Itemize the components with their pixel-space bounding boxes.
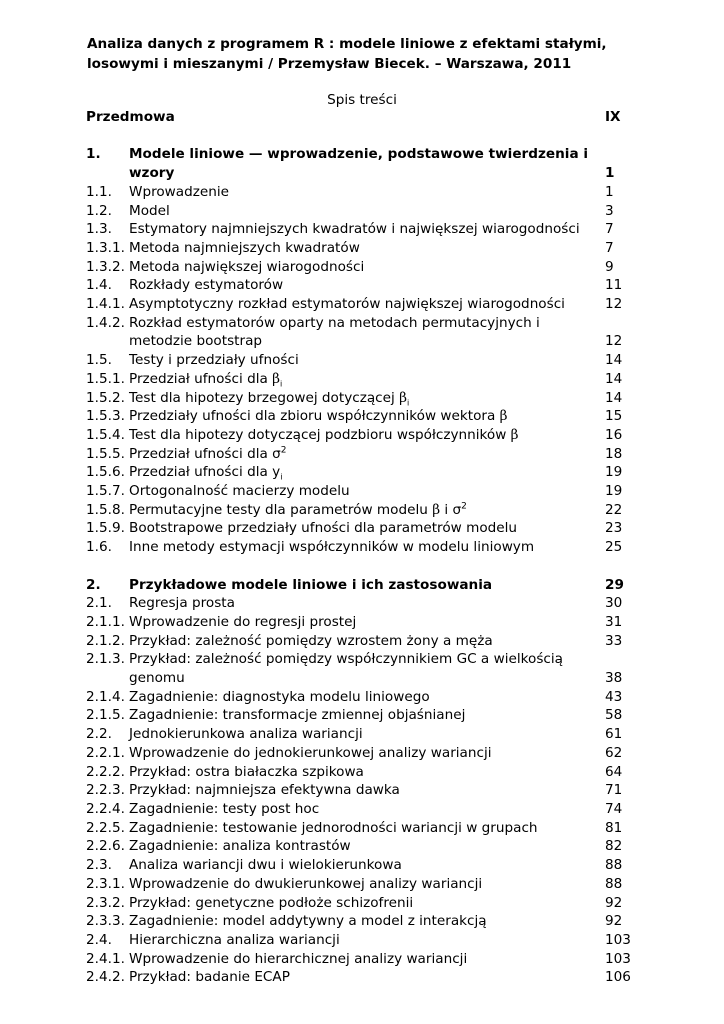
toc-entry-number: 1.5.8. [86,501,125,518]
toc-entry-number: 2.2.6. [86,838,125,855]
toc-entry-title-text: Ortogonalność macierzy modelu [129,483,350,500]
toc-entry-title-text: Przykład: ostra białaczka szpikowa [129,763,364,780]
toc-entry [86,894,636,913]
toc-entry-page: 64 [605,763,623,780]
toc-entry-title-text: Estymatory najmniejszych kwadratów i największej wiarogodności [129,221,580,238]
toc-entry-title [129,519,605,538]
toc-entry [86,463,636,482]
toc-entry [86,258,636,277]
toc-entry-title-text: Przedziały ufności dla zbioru współczynników wektora [129,408,500,425]
toc-entry-title-text: Rozkłady estymatorów [129,277,284,294]
toc-entry-title [129,931,605,950]
toc-entry-page: IX [605,109,621,125]
toc-entry [86,950,636,969]
toc-entry-title [129,875,605,894]
toc-entry-title-text: Przedział ufności dla σ [129,445,281,462]
toc-entry-number: 1.5. [86,352,112,369]
toc-entry-title [129,894,605,913]
subscript: i [280,379,283,389]
toc-entry-title [129,426,605,445]
toc-entry-title [129,482,605,501]
toc-entry-number: 1.3.1. [86,239,125,256]
toc-entry-number: 2.2.2. [86,763,125,780]
toc-entry [86,314,636,351]
toc-entry-title [129,650,605,687]
toc-entry-page: 61 [605,726,623,743]
toc-entry [86,276,636,295]
toc-entry [86,519,636,538]
toc-entry [86,912,636,931]
toc-entry [86,856,636,875]
toc-entry-title [129,314,605,351]
toc-entry-page: 15 [605,408,623,425]
toc-entry-page: 103 [605,950,631,967]
toc-entry-title [129,239,605,258]
toc-entry-number: 1.5.5. [86,445,125,462]
toc-entry-page: 12 [605,333,623,350]
toc-entry-title [129,856,605,875]
beta-symbol: β [499,408,508,425]
toc-entry-title-text: Regresja prosta [129,595,235,612]
toc-entry [86,725,636,744]
toc-entry-page: 71 [605,782,623,799]
toc-entry-page: 11 [605,277,623,294]
toc-entry [86,426,636,445]
toc-entry [86,613,636,632]
toc-entry-page: 88 [605,857,623,874]
toc-entry-title [129,370,605,389]
toc-entry [86,650,636,687]
toc-entry-title [129,763,605,782]
toc-entry-page: 58 [605,707,623,724]
toc-entry-title [129,445,605,464]
toc-entry-title-text: Model [129,202,170,219]
toc-entry-page: 22 [605,501,623,518]
toc-entry-title [129,501,605,520]
toc-entry-number: 1.5.2. [86,389,125,406]
toc-entry-title [129,276,605,295]
toc-entry-page: 3 [605,202,614,219]
toc-entry-title-text: Zagadnienie: diagnostyka modelu liniowego [129,688,430,705]
toc-entry-title-text: Permutacyjne testy dla parametrów modelu [129,501,433,518]
toc-entry-page: 16 [605,426,623,443]
toc-entry-title-text: Zagadnienie: testowanie jednorodności wariancji w grupach [129,819,538,836]
toc-entry-number: 1.3.2. [86,258,125,275]
toc-entry-title [129,351,605,370]
toc-entry-title-text: Wprowadzenie do dwukierunkowej analizy wariancji [129,875,483,892]
toc-entry-title-text: Inne metody estymacji współczynników w modelu liniowym [129,539,535,556]
toc-entry-preface [86,108,636,127]
toc-entry-number: 2.2.4. [86,800,125,817]
toc-entry-title [129,912,605,931]
toc-entry-page: 106 [605,969,631,986]
toc-chapter-1-items [86,183,636,557]
toc-entry-title-text: Rozkład estymatorów oparty na metodach permutacyjnych i metodzie bootstrap [129,314,540,350]
toc-entry-number: 1.6. [86,539,112,556]
toc-entry [86,800,636,819]
toc-entry-title [129,258,605,277]
toc-entry-page: 14 [605,370,623,387]
toc-entry-number: 2.3.2. [86,894,125,911]
toc-entry-title-text: Wprowadzenie do regresji prostej [129,613,357,630]
toc-entry-number: 2.3. [86,857,112,874]
toc-entry-page: 33 [605,632,623,649]
toc-entry-title-tail: i σ [440,501,462,518]
beta-symbol: β [399,389,407,406]
toc-entry [86,538,636,557]
toc-entry-title [129,407,605,426]
toc-entry-number: 1. [86,146,101,163]
toc-entry-title-text: Metoda najmniejszych kwadratów [129,239,360,256]
toc-entry-number: 2.4.1. [86,950,125,967]
toc-entry-page: 82 [605,838,623,855]
toc-entry [86,239,636,258]
toc-entry-title [129,744,605,763]
toc-entry [86,183,636,202]
toc-entry-title-text: Testy i przedziały ufności [129,352,299,369]
beta-symbol: β [272,370,281,387]
toc-entry-title-text: Jednokierunkowa analiza wariancji [129,726,363,743]
toc-entry-page: 103 [605,931,631,948]
toc-entry-number: 2.2.3. [86,782,125,799]
toc-entry-title-text: Asymptotyczny rozkład estymatorów największej wiarogodności [129,296,565,313]
superscript: 2 [461,501,467,512]
toc-entry-title [129,800,605,819]
toc-entry-title-text: Analiza wariancji dwu i wielokierunkowa [129,857,402,874]
toc-entry [86,706,636,725]
toc-entry [86,632,636,651]
toc-entry [86,407,636,426]
toc-entry-number: 1.5.4. [86,426,125,443]
toc-entry-page: 31 [605,613,623,630]
toc-entry-title [129,295,605,314]
toc-entry-page: 74 [605,800,623,817]
toc-entry-page: 1 [605,183,614,200]
beta-symbol: β [510,426,519,443]
subscript: i [406,398,410,408]
toc-entry-title-text: Wprowadzenie do jednokierunkowej analizy wariancji [129,744,492,761]
toc-entry-page: 29 [605,576,624,593]
toc-entry-page: 1 [605,165,615,182]
toc-entry [86,389,636,408]
toc-entry [86,744,636,763]
toc-entry [86,501,636,520]
bibliographic-header [87,34,647,74]
header-line-2: losowymi i mieszanymi / Przemysław Biecek. – Warszawa, 2011 [87,56,572,72]
toc-entry-title [129,950,605,969]
toc-entry-number: 1.2. [86,202,112,219]
toc-entry-title: Przedmowa [86,109,175,125]
toc-entry-title-text: Zagadnienie: testy post hoc [129,800,320,817]
toc-chapter-2-items [86,594,636,987]
toc-entry-title-text: Hierarchiczna analiza wariancji [129,931,340,948]
superscript: 2 [280,445,287,456]
toc-entry-number: 2.1.5. [86,707,125,724]
toc-entry [86,968,636,987]
toc-entry-page: 62 [605,744,623,761]
toc-entry-title [129,706,605,725]
toc-entry-title-text: Test dla hipotezy dotyczącej podzbioru współczynników [129,426,511,443]
table-of-contents [86,108,636,987]
toc-entry [86,445,636,464]
toc-entry-title-text: Przykład: zależność pomiędzy wzrostem żony a męża [129,632,493,649]
toc-entry-title [129,837,605,856]
toc-entry-page: 9 [605,258,614,275]
toc-entry-page: 19 [605,483,623,500]
toc-entry-title-text: Przykład: najmniejsza efektywna dawka [129,782,400,799]
toc-entry-title [129,202,605,221]
toc-entry [86,875,636,894]
toc-entry-title [129,389,605,408]
toc-entry-page: 12 [605,296,623,313]
toc-entry-number: 2.2.5. [86,819,125,836]
toc-entry-page: 14 [605,352,623,369]
toc-entry-title-text: Metoda największej wiarogodności [129,258,365,275]
toc-entry-title [129,220,605,239]
toc-entry [86,220,636,239]
toc-entry-title [129,819,605,838]
toc-entry-page: 43 [605,688,623,705]
toc-entry-title [129,613,605,632]
toc-entry [86,295,636,314]
toc-entry [86,763,636,782]
toc-entry-title [129,688,605,707]
toc-entry-page: 88 [605,875,623,892]
toc-entry-title [129,183,605,202]
toc-title: Spis treści [327,92,397,108]
toc-entry [86,351,636,370]
toc-entry-number: 1.5.3. [86,408,125,425]
toc-entry-number: 2.1.2. [86,632,125,649]
toc-entry-title [129,538,605,557]
toc-entry-number: 1.3. [86,221,112,238]
toc-entry [86,819,636,838]
toc-entry-page: 81 [605,819,623,836]
toc-entry [86,931,636,950]
toc-entry-page: 30 [605,595,623,612]
toc-entry-number: 2. [86,576,101,593]
toc-entry [86,594,636,613]
toc-entry-page: 19 [605,464,623,481]
toc-entry-number: 2.2.1. [86,744,125,761]
toc-entry-page: 7 [605,239,614,256]
toc-entry-page: 38 [605,670,623,687]
toc-entry-number: 1.5.1. [86,370,125,387]
toc-entry [86,781,636,800]
toc-chapter-2 [86,576,636,595]
toc-entry-title [129,594,605,613]
header-line-1: Analiza danych z programem R : modele liniowe z efektami stałymi, [87,36,607,52]
toc-entry-number: 2.3.3. [86,913,125,930]
toc-entry-number: 2.1. [86,595,112,612]
toc-entry [86,688,636,707]
toc-entry-title [129,725,605,744]
toc-entry-page: 92 [605,913,623,930]
toc-entry-number: 2.1.3. [86,651,125,668]
toc-entry-title [129,968,605,987]
toc-entry-title-text: Przykład: genetyczne podłoże schizofrenii [129,894,414,911]
toc-entry-number: 1.5.9. [86,520,125,537]
toc-entry-title-text: Zagadnienie: analiza kontrastów [129,838,351,855]
toc-entry-title-text: Test dla hipotezy brzegowej dotyczącej [129,389,400,406]
toc-entry-page: 18 [605,445,623,462]
toc-entry-title-text: Przedział ufności dla [129,370,273,387]
toc-entry-number: 2.3.1. [86,875,125,892]
toc-entry [86,837,636,856]
toc-entry-number: 1.4.2. [86,314,125,331]
toc-entry [86,482,636,501]
toc-entry-title-text: Zagadnienie: model addytywny a model z interakcją [129,913,487,930]
toc-entry-number: 1.1. [86,183,112,200]
toc-entry-title-text: Zagadnienie: transformacje zmiennej objaśnianej [129,707,466,724]
subscript: i [280,473,283,483]
toc-entry [86,370,636,389]
toc-entry-title-text: Przedział ufności dla y [129,464,281,481]
toc-entry-title-text: Wprowadzenie [129,183,230,200]
toc-entry-page: 23 [605,520,623,537]
toc-entry-page: 25 [605,539,623,556]
toc-entry-title [129,781,605,800]
toc-entry-number: 1.5.7. [86,483,125,500]
toc-chapter-1 [86,145,636,182]
toc-entry-number: 1.5.6. [86,464,125,481]
toc-entry-title [129,463,605,482]
toc-entry-number: 2.1.1. [86,613,125,630]
toc-entry-title-text: Bootstrapowe przedziały ufności dla parametrów modelu [129,520,518,537]
toc-entry-page: 14 [605,389,623,406]
toc-entry-title-text: Przykład: badanie ECAP [129,969,290,986]
toc-entry-number: 2.4. [86,931,112,948]
toc-entry-number: 2.1.4. [86,688,125,705]
beta-symbol: β [432,501,441,518]
toc-entry-page: 7 [605,221,614,238]
toc-entry-number: 1.4.1. [86,296,125,313]
toc-entry-title: Modele liniowe — wprowadzenie, podstawowe twierdzenia i wzory [129,146,589,182]
toc-entry-page: 92 [605,894,623,911]
toc-entry [86,202,636,221]
toc-entry-number: 1.4. [86,277,112,294]
toc-entry-title-text: Wprowadzenie do hierarchicznej analizy wariancji [129,950,468,967]
toc-entry-title-text: Przykład: zależność pomiędzy współczynnikiem GC a wielkością genomu [129,651,563,687]
toc-entry-title [129,632,605,651]
toc-entry-title: Przykładowe modele liniowe i ich zastosowania [129,576,493,593]
toc-entry-number: 2.2. [86,726,112,743]
toc-entry-number: 2.4.2. [86,969,125,986]
